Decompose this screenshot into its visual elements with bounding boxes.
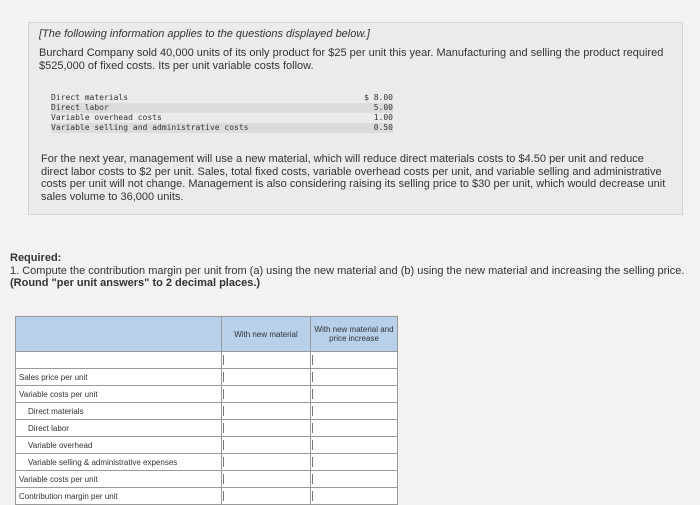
- contribution-margin-table: [15, 316, 398, 505]
- input-cell[interactable]: [222, 488, 311, 505]
- table-row: [16, 471, 398, 488]
- input-cell[interactable]: [222, 471, 311, 488]
- cost-row: [51, 103, 393, 113]
- cost-row: [51, 113, 393, 123]
- answer-input[interactable]: [311, 420, 397, 436]
- answer-input[interactable]: [311, 369, 397, 385]
- input-cell[interactable]: [311, 386, 398, 403]
- answer-input[interactable]: [311, 471, 397, 487]
- input-cell[interactable]: [311, 471, 398, 488]
- input-cell[interactable]: [222, 420, 311, 437]
- input-cell[interactable]: [311, 437, 398, 454]
- table-spacer-row: [16, 352, 398, 369]
- cost-label: Variable selling and administrative costs: [51, 123, 249, 132]
- answer-input[interactable]: [222, 369, 310, 385]
- input-cell[interactable]: [222, 386, 311, 403]
- input-cell[interactable]: [222, 403, 311, 420]
- answer-input[interactable]: [222, 386, 310, 402]
- row-label: Variable costs per unit: [16, 471, 222, 488]
- answer-input[interactable]: [222, 420, 310, 436]
- answer-input[interactable]: [222, 471, 310, 487]
- required-title: Required:: [10, 252, 62, 264]
- input-cell[interactable]: [222, 454, 311, 471]
- required-question: [10, 265, 690, 290]
- question-text: 1. Compute the contribution margin per unit from (a) using the new material and (b) using the new material and increasing the selling price.: [10, 264, 685, 277]
- cost-value: 5.00: [373, 103, 393, 112]
- spacer-cell: [222, 352, 311, 369]
- input-cell[interactable]: [311, 369, 398, 386]
- info-note: [The following information applies to the questions displayed below.]: [39, 28, 370, 40]
- rounding-instruction: (Round "per unit answers" to 2 decimal places.): [10, 277, 261, 289]
- next-year-text: For the next year, management will use a new material, which will reduce direct materials costs to $4.50 per unit and reduce direct labor costs to $2 per unit. Sales, total fixed costs, variable overhead costs per unit, and variable selling and administrative costs per unit will not change. Management is also considering raising its selling price to $30 per unit, which would decrease unit sales volume to 36,000 units.: [41, 153, 666, 203]
- input-cell[interactable]: [311, 488, 398, 505]
- answer-input[interactable]: [222, 437, 310, 453]
- cost-row: [51, 93, 393, 103]
- input-cell[interactable]: [311, 454, 398, 471]
- spacer-cell: [311, 352, 398, 369]
- input-cell[interactable]: [311, 403, 398, 420]
- table-row: [16, 403, 398, 420]
- answer-input[interactable]: [311, 454, 397, 470]
- table-row: [16, 454, 398, 471]
- answer-input[interactable]: [222, 403, 310, 419]
- input-cell[interactable]: [222, 437, 311, 454]
- table-row: [16, 488, 398, 505]
- answer-input[interactable]: [222, 454, 310, 470]
- table-header-row: [16, 317, 398, 352]
- required-section: [10, 252, 690, 290]
- input-cell[interactable]: [311, 420, 398, 437]
- table-row: [16, 386, 398, 403]
- row-label: Variable selling & administrative expenses: [16, 454, 222, 471]
- table-row: [16, 420, 398, 437]
- info-intro: Burchard Company sold 40,000 units of its only product for $25 per unit this year. Manufacturing and selling the product required $525,000 of fixed costs. Its per unit variable costs follow.: [39, 47, 664, 72]
- answer-input[interactable]: [311, 488, 397, 504]
- row-label: Direct materials: [16, 403, 222, 420]
- cost-value: 0.50: [373, 123, 393, 132]
- header-blank: [16, 317, 222, 352]
- spacer-label: [16, 352, 222, 369]
- cost-label: Variable overhead costs: [51, 113, 162, 122]
- row-label: Sales price per unit: [16, 369, 222, 386]
- table-row: [16, 437, 398, 454]
- info-box: [28, 22, 683, 215]
- header-new-material: With new material: [222, 317, 311, 352]
- table-row: [16, 369, 398, 386]
- cost-value: 1.00: [373, 113, 393, 122]
- row-label: Contribution margin per unit: [16, 488, 222, 505]
- answer-input[interactable]: [222, 488, 310, 504]
- cost-label: Direct labor: [51, 103, 109, 112]
- input-cell[interactable]: [222, 369, 311, 386]
- variable-cost-table: [51, 93, 393, 133]
- cost-row: [51, 123, 393, 133]
- cost-label: Direct materials: [51, 93, 129, 102]
- answer-input[interactable]: [311, 437, 397, 453]
- answer-input[interactable]: [311, 386, 397, 402]
- row-label: Variable overhead: [16, 437, 222, 454]
- header-new-material-price-increase: With new material and price increase: [311, 317, 398, 352]
- row-label: Direct labor: [16, 420, 222, 437]
- row-label: Variable costs per unit: [16, 386, 222, 403]
- answer-input[interactable]: [311, 403, 397, 419]
- cost-value: $ 8.00: [364, 93, 393, 102]
